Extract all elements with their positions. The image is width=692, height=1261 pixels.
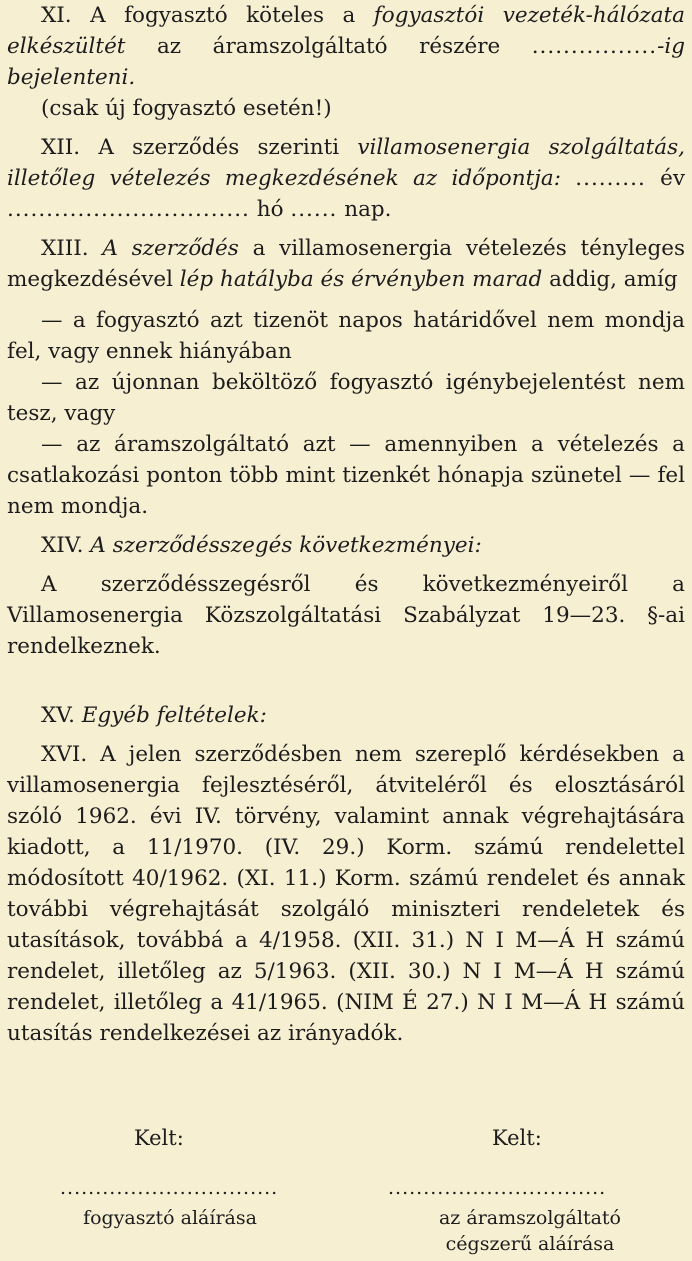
section-emphasis: fogyasztói vezeték-hálózata elkészültét <box>7 3 685 59</box>
kelt-left: Kelt: <box>134 1126 184 1150</box>
section-xi <box>7 0 685 93</box>
section-text: az áramszolgáltató részére <box>156 34 501 59</box>
section-xv-heading <box>7 700 685 731</box>
signature-block <box>0 1125 692 1261</box>
signature-line-left: ............................... <box>60 1177 279 1199</box>
fill-in-blank-month: ............................... <box>7 197 250 222</box>
section-number: XI. <box>41 3 72 28</box>
section-emphasis: villamosenergia szolgáltatás, illetőleg vételezés megkezdésének az időpontja: <box>7 135 685 191</box>
fill-in-blank: ................ <box>531 34 658 59</box>
section-text: A fogyasztó köteles a <box>90 3 356 28</box>
section-xii <box>7 132 685 225</box>
section-number: XIV. <box>41 533 84 558</box>
signature-line-right: ............................... <box>388 1177 607 1199</box>
year-label: év <box>660 166 685 191</box>
section-xvi <box>7 739 685 1049</box>
month-label: hó <box>256 197 284 222</box>
section-xiii-bullet-3: — az áramszolgáltató azt — amennyiben a vételezés a csatlakozási ponton több mint tizenkét hónapja szünetel — fel nem mondja. <box>7 432 685 519</box>
kelt-right: Kelt: <box>492 1126 542 1150</box>
section-xiii-bullet-1: — a fogyasztó azt tizenöt napos határidővel nem mondja fel, vagy ennek hiányában <box>7 308 685 364</box>
section-title: A szerződésszegés következményei: <box>90 533 482 558</box>
section-xiii-bullet-2: — az újonnan beköltöző fogyasztó igénybejelentést nem tesz, vagy <box>7 370 685 426</box>
consumer-signature-label: fogyasztó aláírása <box>83 1207 257 1229</box>
section-number: XV. <box>41 703 75 728</box>
section-number: XII. <box>41 135 81 160</box>
section-text: A szerződés szerinti <box>98 135 340 160</box>
section-title: Egyéb feltételek: <box>81 703 267 728</box>
section-number: XIII. <box>41 236 89 261</box>
section-emphasis: A szerződés <box>102 236 239 261</box>
section-number: XVI. <box>41 742 88 767</box>
section-xiii <box>7 233 685 295</box>
section-emphasis: lép hatályba és érvényben marad <box>179 267 543 292</box>
section-text: a villamosenergia vételezés tényleges megkezdésével <box>7 236 685 292</box>
section-xiv-heading <box>7 530 685 561</box>
supplier-signature-label: az áramszolgáltató cégszerű aláírása <box>438 1207 621 1255</box>
section-xi-note: (csak új fogyasztó esetén!) <box>41 96 332 121</box>
fill-in-blank-year: ......... <box>575 166 646 191</box>
section-text: A jelen szerződésben nem szereplő kérdésekben a villamosenergia fejlesztéséről, átviteléről és elosztásáról szóló 1962. évi IV. törvény, valamint annak végrehajtására kiadott, a 11/1970. (IV. 29.) Korm. számú rendelettel módosított 40/1962. (XI. 11.) Korm. számú rendelet és annak további végrehajtását szolgáló miniszteri rendeletek és utasítások, továbbá a 4/1958. (XII. 31.) N I M—Á H számú rendelet, illetőleg az 5/1963. (XII. 30.) N I M—Á H számú rendelet, illetőleg a 41/1965. (NIM É 27.) N I M—Á H számú utasítás rendelkezései az irányadók. <box>7 742 685 1046</box>
day-label: nap. <box>344 197 392 222</box>
section-text: addig, amíg <box>549 267 678 292</box>
fill-in-blank-day: ...... <box>290 197 338 222</box>
section-emphasis: -ig bejelenteni. <box>7 34 685 90</box>
section-xiv-text: A szerződésszegésről és következményeiről a Villamosenergia Közszolgáltatási Szabályzat 19—23. §-ai rendelkeznek. <box>7 572 685 659</box>
